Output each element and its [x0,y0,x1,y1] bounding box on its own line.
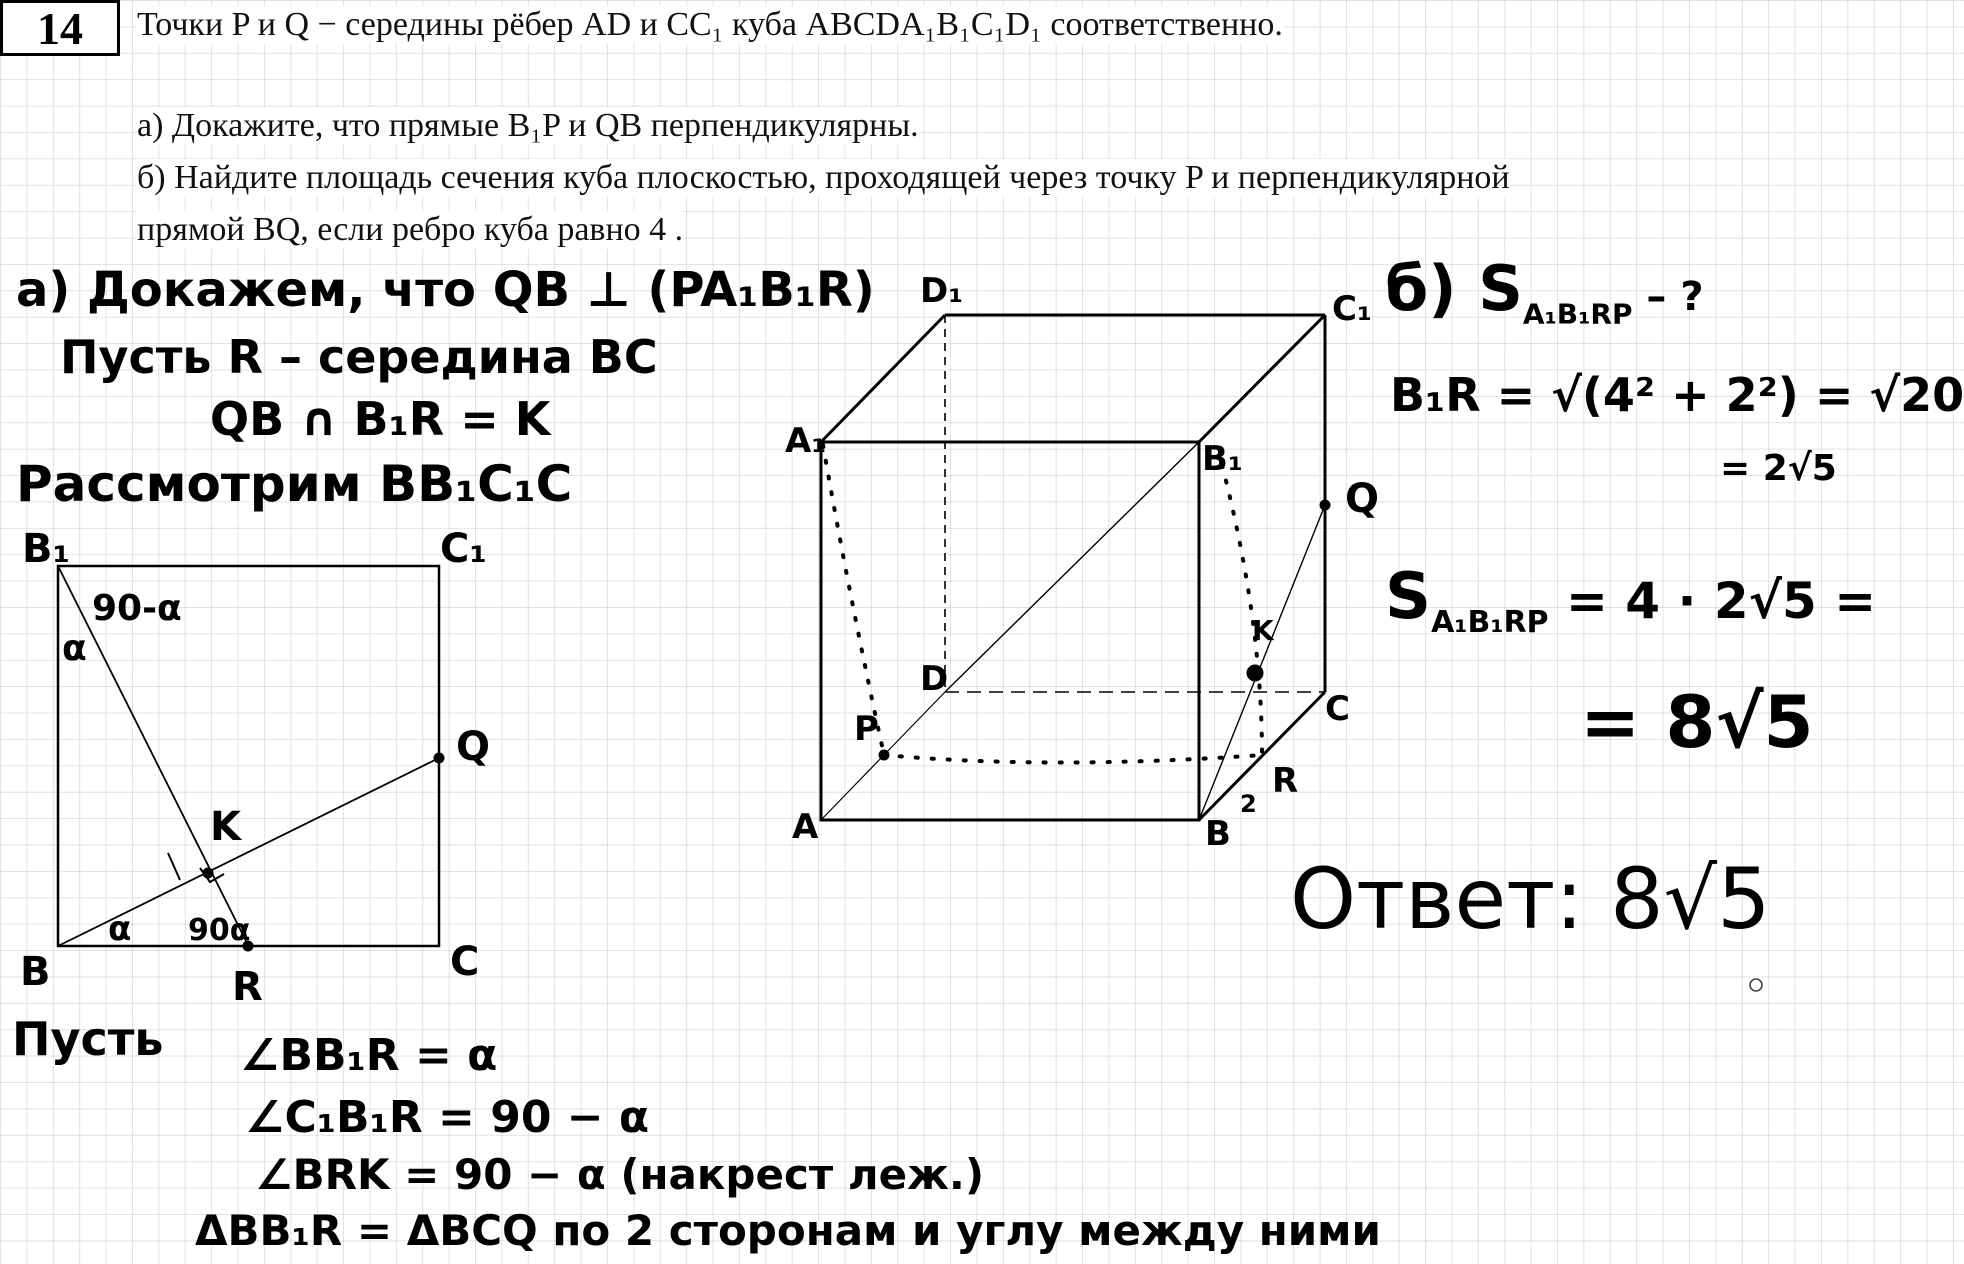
solution-a-line3: QB ∩ B₁R = K [210,392,551,446]
edge-b1c1 [1199,315,1325,442]
label-a: A [792,807,819,847]
triangle-conclusion: ΔBB₁R = ΔBCQ по 2 сторонам и углу между ними [195,1206,1381,1255]
label-b1: B₁ [1202,439,1243,479]
label-b-square: B [20,949,51,995]
label-q-square: Q [456,724,491,770]
solution-a-line4: Рассмотрим BB₁C₁C [16,455,573,513]
edge-a1d1 [821,315,945,442]
solution-a-line2: Пусть R – середина BC [60,330,658,384]
label-c: C [1325,689,1350,729]
label-q: Q [1345,476,1380,522]
problem-number: 14 [0,0,120,56]
problem-statement: Точки P и Q − середины рёбер AD и CC₁ куба ABCDA₁B₁C₁D₁ соответственно. [137,6,1283,43]
solution-b-title-s: б) S [1385,252,1523,325]
edge-bc [1199,692,1325,820]
label-angle-top: 90-α [92,588,182,629]
area-result: = 8√5 [1580,680,1814,764]
label-alpha-top: α [62,628,87,669]
let-label: Пусть [12,1012,164,1066]
label-angle-bottom: 90α [188,913,251,948]
segment-db1 [945,442,1199,692]
solution-b-title-sub: A₁B₁RP [1522,297,1633,331]
cube-diagram [821,315,1330,820]
angle-statement-2: ∠C₁B₁R = 90 − α [245,1092,650,1143]
label-b: B [1205,814,1231,854]
area-s: S [1385,560,1432,634]
point-p [879,750,889,760]
label-b1-square: B₁ [22,526,71,572]
area-rhs: = 4 · 2√5 = [1548,572,1877,630]
label-p: P [854,709,879,749]
section-edge-pr [884,755,1262,763]
label-a1: A₁ [785,421,827,461]
label-k-square: K [210,804,241,850]
problem-part-b-line2: прямой BQ, если ребро куба равно 4 . [137,211,684,248]
segment-bq-cube [1199,505,1325,820]
label-k: K [1252,614,1274,647]
tick-mark [168,853,180,880]
label-c-square: C [450,939,480,985]
angle-statement-1: ∠BB₁R = α [240,1030,498,1081]
label-c1-square: C₁ [440,526,487,572]
label-d: D [920,659,949,699]
cursor-circle [1750,979,1762,991]
label-two: 2 [1240,790,1257,818]
label-alpha-bottom: α [108,909,132,949]
problem-part-b-line1: б) Найдите площадь сечения куба плоскостью, проходящей через точку P и перпендикулярной [137,159,1510,196]
label-r-square: R [232,964,263,1010]
label-r: R [1272,761,1299,801]
b1r-simplified: = 2√5 [1720,448,1837,489]
problem-part-a: а) Докажите, что прямые B₁P и QB перпендикулярны. [137,107,919,144]
angle-statement-3: ∠BRK = 90 − α (накрест леж.) [255,1150,985,1199]
point-k [203,868,213,878]
point-q-square [434,753,444,763]
b1r-calculation: B₁R = √(4² + 2²) = √20 [1390,368,1964,422]
solution-a-line1: а) Докажем, что QB ⊥ (PA₁B₁R) [16,262,875,318]
point-k-cube [1247,665,1263,681]
area-sub: A₁B₁RP [1431,604,1549,640]
solution-b-title-suffix: – ? [1632,274,1704,320]
label-c1: C₁ [1332,289,1372,329]
final-answer: Ответ: 8√5 [1290,850,1771,948]
point-q-cube [1320,500,1330,510]
label-d1: D₁ [920,271,964,311]
